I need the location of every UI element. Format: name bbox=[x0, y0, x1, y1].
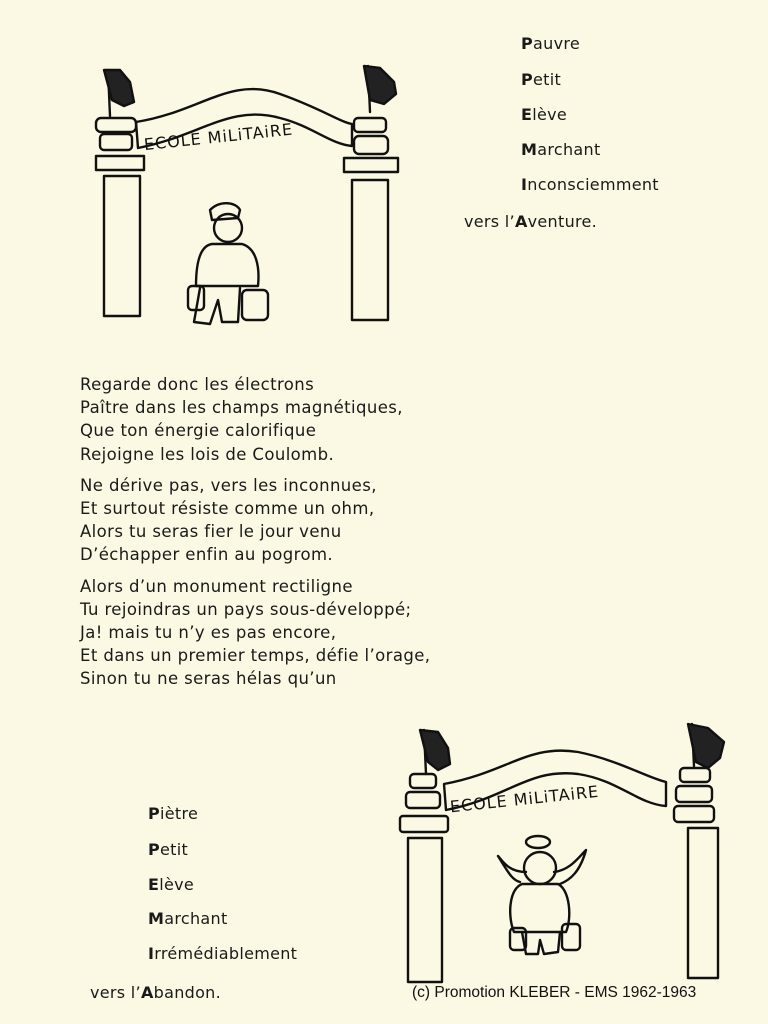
poem-line: Ja! mais tu n’y es pas encore, bbox=[80, 623, 337, 643]
illustration-cadet-entering bbox=[90, 60, 410, 340]
left-flag-icon bbox=[420, 730, 450, 774]
poem-line: Et surtout résiste comme un ohm, bbox=[80, 499, 375, 519]
acrostic-line: Irrémédiablement bbox=[148, 944, 298, 963]
right-pillar bbox=[344, 118, 398, 320]
acrostic-line: Piètre bbox=[148, 804, 199, 823]
acrostic-line: Petit bbox=[521, 70, 562, 89]
halo-icon bbox=[526, 836, 550, 848]
acrostic-line: Elève bbox=[521, 105, 568, 124]
illustration-angel-cadet bbox=[398, 722, 732, 984]
banner-text: ECOLE MiLiTAiRE bbox=[449, 781, 600, 817]
angel-cadet-figure bbox=[498, 836, 586, 954]
acrostic-line: Petit bbox=[148, 840, 189, 859]
acrostic-line: Elève bbox=[148, 875, 195, 894]
left-pillar bbox=[400, 774, 448, 982]
right-pillar bbox=[674, 768, 718, 978]
poem-line: Paître dans les champs magnétiques, bbox=[80, 398, 403, 418]
stanza bbox=[80, 474, 430, 567]
acrostic-line: Inconsciemment bbox=[521, 175, 659, 194]
acrostic-closing: vers l’Abandon. bbox=[90, 983, 222, 1002]
acrostic-closing: vers l’Aventure. bbox=[464, 212, 598, 231]
poem-line: D’échapper enfin au pogrom. bbox=[80, 545, 334, 565]
stanza bbox=[80, 373, 430, 466]
right-flag-icon bbox=[364, 66, 396, 112]
left-flag-icon bbox=[104, 70, 134, 116]
copyright-credit: (c) Promotion KLEBER - EMS 1962-1963 bbox=[412, 984, 697, 1001]
poem-line: Alors tu seras fier le jour venu bbox=[80, 522, 342, 542]
poem-line: Regarde donc les électrons bbox=[80, 375, 315, 394]
acrostic-line: Marchant bbox=[148, 909, 228, 928]
poem-line: Sinon tu ne seras hélas qu’un bbox=[80, 669, 337, 689]
poem-line: Ne dérive pas, vers les inconnues, bbox=[80, 475, 377, 495]
poem-line: Rejoigne les lois de Coulomb. bbox=[80, 444, 335, 464]
poem-line: Et dans un premier temps, défie l’orage, bbox=[80, 646, 431, 666]
stanza bbox=[80, 575, 430, 691]
cadet-figure bbox=[188, 203, 268, 324]
acrostic-line: Pauvre bbox=[521, 34, 581, 53]
acrostic-line: Marchant bbox=[521, 140, 601, 159]
poem-line: Que ton énergie calorifique bbox=[80, 421, 317, 441]
right-flag-icon bbox=[688, 724, 724, 768]
poem-body bbox=[80, 373, 430, 699]
poem-line: Tu rejoindras un pays sous-développé; bbox=[80, 599, 412, 619]
poem-line: Alors d’un monument rectiligne bbox=[80, 576, 353, 596]
banner-text: ECOLE MiLiTAiRE bbox=[143, 119, 294, 155]
